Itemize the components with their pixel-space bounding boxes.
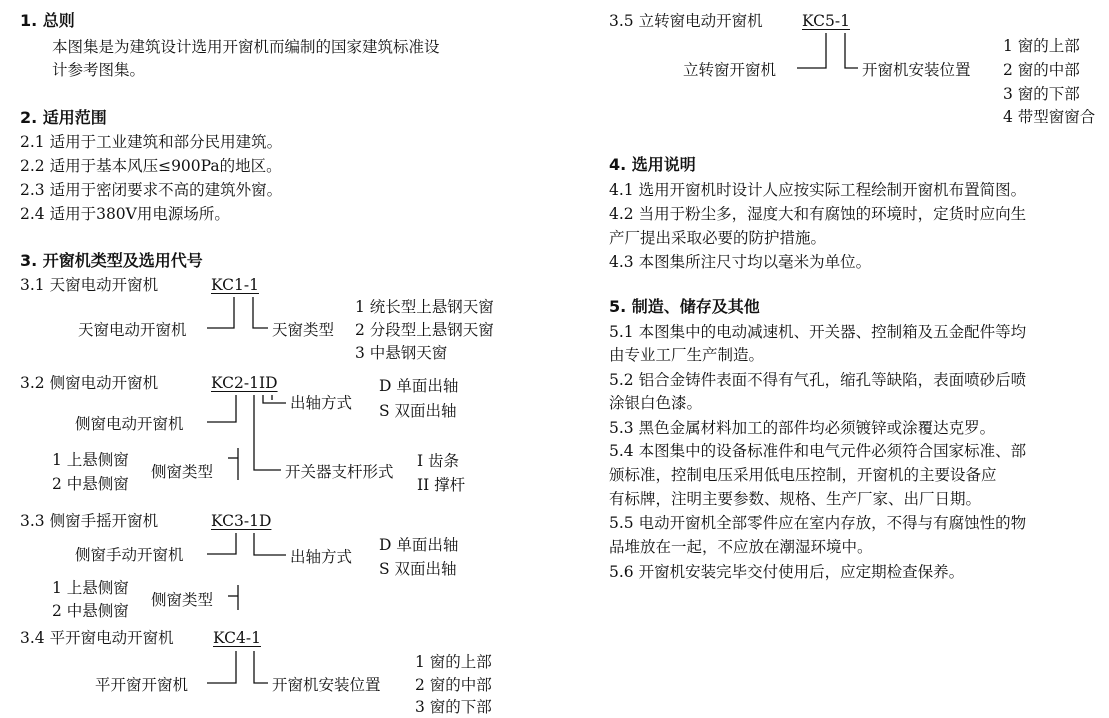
k2-type-2: 2 中悬侧窗 [52, 475, 129, 493]
k5-code: KC5-1 [802, 12, 850, 30]
k1-opt-2: 2 分段型上悬钢天窗 [355, 321, 494, 339]
section-5-line-3: 5.2 铝合金铸件表面不得有气孔，缩孔等缺陷，表面喷砂后喷 [609, 371, 1027, 389]
k5-opt-3: 3 窗的下部 [1003, 85, 1080, 103]
section-1-heading: 1. 总则 [20, 11, 75, 30]
k3-type-2: 2 中悬侧窗 [52, 602, 129, 620]
section-5-heading: 5. 制造、储存及其他 [609, 297, 760, 316]
section-5-line-6: 5.4 本图集中的设备标准件和电气元件必须符合国家标准、部 [609, 442, 1027, 460]
k2-axis-label: 出轴方式 [290, 394, 353, 412]
k3-axis-label: 出轴方式 [290, 548, 353, 566]
section-4-line-3: 产厂提出采取必要的防护措施。 [609, 229, 827, 247]
section-5-line-9: 5.5 电动开窗机全部零件应在室内存放，不得与有腐蚀性的物 [609, 514, 1027, 532]
k1-opt-3: 3 中悬钢天窗 [355, 344, 448, 362]
k2-axis-opt-2: S 双面出轴 [379, 402, 457, 420]
k3-type-label: 侧窗类型 [151, 591, 214, 609]
k1-mid-label: 天窗类型 [272, 321, 335, 339]
section-5-line-10: 品堆放在一起，不应放在潮湿环境中。 [609, 538, 873, 556]
k3-left-label: 侧窗手动开窗机 [75, 546, 184, 564]
k5-opt-4: 4 带型窗窗合 [1003, 108, 1096, 126]
k3-code: KC3-1D [211, 512, 272, 530]
k2-type-1: 1 上悬侧窗 [52, 451, 129, 469]
k3-type-1: 1 上悬侧窗 [52, 579, 129, 597]
section-4-line-2: 4.2 当用于粉尘多，湿度大和有腐蚀的环境时，定货时应向生 [609, 205, 1027, 223]
k5-left-label: 立转窗开窗机 [683, 61, 777, 79]
k2-type-label: 侧窗类型 [151, 463, 214, 481]
section-4-line-1: 4.1 选用开窗机时设计人应按实际工程绘制开窗机布置简图。 [609, 181, 1027, 199]
section-3-heading: 3. 开窗机类型及选用代号 [20, 251, 203, 270]
section-5-line-8: 有标牌，注明主要参数、规格、生产厂家、出厂日期。 [609, 490, 982, 508]
k2-code: KC2-1ID [211, 374, 278, 392]
section-2-item-1: 2.1 适用于工业建筑和部分民用建筑。 [20, 133, 283, 151]
section-2-item-4: 2.4 适用于380V用电源场所。 [20, 205, 230, 223]
section-5-line-5: 5.3 黑色金属材料加工的部件均必须镀锌或涂覆达克罗。 [609, 419, 996, 437]
k1-title: 3.1 天窗电动开窗机 [20, 276, 159, 294]
section-5-line-2: 由专业工厂生产制造。 [609, 346, 765, 364]
k2-switch-opt-2: II 撑杆 [417, 476, 466, 494]
k4-opt-3: 3 窗的下部 [415, 698, 492, 716]
k1-left-label: 天窗电动开窗机 [78, 321, 187, 339]
section-1-line-1: 本图集是为建筑设计选用开窗机而编制的国家建筑标准设 [52, 38, 440, 56]
k2-axis-opt-1: D 单面出轴 [379, 377, 459, 395]
section-1-line-2: 计参考图集。 [52, 61, 146, 79]
section-5-line-1: 5.1 本图集中的电动减速机、开关器、控制箱及五金配件等均 [609, 323, 1027, 341]
section-4-heading: 4. 选用说明 [609, 155, 696, 174]
k2-left-label: 侧窗电动开窗机 [75, 415, 184, 433]
k4-code: KC4-1 [213, 629, 261, 647]
section-5-line-11: 5.6 开窗机安装完毕交付使用后，应定期检查保养。 [609, 563, 965, 581]
k5-mid-label: 开窗机安装位置 [862, 61, 971, 79]
section-5-line-7: 颁标准，控制电压采用低电压控制，开窗机的主要设备应 [609, 466, 997, 484]
k5-opt-1: 1 窗的上部 [1003, 37, 1080, 55]
k5-title: 3.5 立转窗电动开窗机 [609, 12, 763, 30]
section-5-line-4: 涂银白色漆。 [609, 394, 703, 412]
section-2-item-3: 2.3 适用于密闭要求不高的建筑外窗。 [20, 181, 283, 199]
k4-opt-2: 2 窗的中部 [415, 676, 492, 694]
k1-opt-1: 1 统长型上悬钢天窗 [355, 298, 494, 316]
section-4-line-4: 4.3 本图集所注尺寸均以毫米为单位。 [609, 253, 872, 271]
k4-title: 3.4 平开窗电动开窗机 [20, 629, 174, 647]
k4-opt-1: 1 窗的上部 [415, 653, 492, 671]
k3-axis-opt-2: S 双面出轴 [379, 560, 457, 578]
k4-mid-label: 开窗机安装位置 [272, 676, 381, 694]
k2-switch-label: 开关器支杆形式 [285, 463, 394, 481]
k1-code: KC1-1 [211, 276, 259, 294]
section-2-item-2: 2.2 适用于基本风压≤900Pa的地区。 [20, 157, 282, 175]
k5-opt-2: 2 窗的中部 [1003, 61, 1080, 79]
section-2-heading: 2. 适用范围 [20, 108, 107, 127]
k2-switch-opt-1: I 齿条 [417, 452, 460, 470]
k4-left-label: 平开窗开窗机 [95, 676, 189, 694]
k2-title: 3.2 侧窗电动开窗机 [20, 374, 159, 392]
k3-axis-opt-1: D 单面出轴 [379, 536, 459, 554]
k3-title: 3.3 侧窗手摇开窗机 [20, 512, 159, 530]
